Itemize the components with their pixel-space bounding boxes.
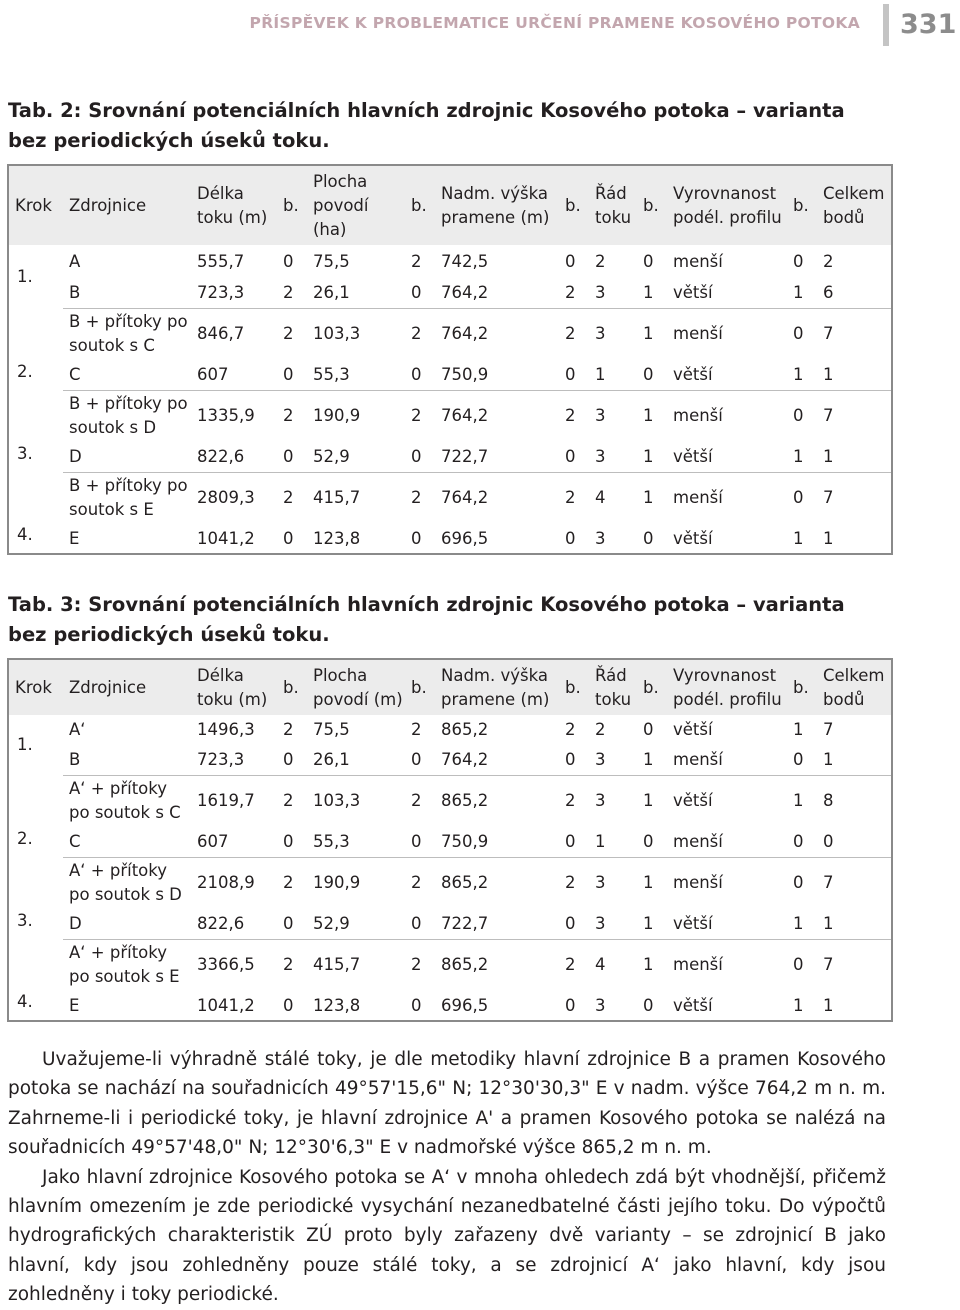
table2-cell: 7 bbox=[817, 308, 892, 360]
table2-cell: 2 bbox=[565, 282, 576, 302]
table3-cell: 0 bbox=[411, 749, 422, 769]
table3-cell: 1 bbox=[595, 831, 606, 851]
table3-cell: A‘ + přítoky po soutok s D bbox=[63, 857, 191, 909]
table3-cell: 2 bbox=[405, 857, 435, 909]
table2-cell: 0 bbox=[565, 528, 576, 548]
body-paragraph: Uvažujeme-li výhradně stálé toky, je dle metodiky hlavní zdrojnice B a pramen Kosového potoka se nachází na souřadnicích 49°57'15,6" N; 12°30'30,3" E v nadm. výšce 764,2 m n. m. Zahrneme-li i periodické toky, je hlavní zdrojnice A' a pramen Kosového potoka se nalézá na souřadnicích 49°57'48,0" N; 12°30'6,3" E v nadmořské výšce 865,2 m n. m. bbox=[8, 1049, 886, 1159]
table3-cell: 865,2 bbox=[435, 775, 559, 827]
table3-header-rad: Řád toku bbox=[589, 659, 637, 715]
table3-cell: 8 bbox=[817, 775, 892, 827]
table3-cell: 1041,2 bbox=[197, 995, 255, 1015]
table2-cell: 2 bbox=[277, 472, 307, 524]
table2-cell: menší bbox=[667, 472, 787, 524]
table2-header-b: b. bbox=[277, 165, 307, 245]
table2-cell: 0 bbox=[787, 308, 817, 360]
table3-cell: 1 bbox=[637, 857, 667, 909]
table2-cell: 3 bbox=[595, 282, 606, 302]
table3-cell: 2 bbox=[405, 775, 435, 827]
running-head-title: PŘÍSPĚVEK K PROBLEMATICE URČENÍ PRAMENE KOSOVÉHO POTOKA bbox=[249, 14, 860, 32]
table2-cell: 2 bbox=[559, 308, 589, 360]
table2-step: 1. bbox=[17, 266, 33, 286]
table3-cell: 750,9 bbox=[441, 831, 489, 851]
table3-cell: 1 bbox=[637, 775, 667, 827]
table2-cell: větší bbox=[673, 446, 713, 466]
table3-cell: 2 bbox=[559, 857, 589, 909]
table2-cell: 2 bbox=[277, 390, 307, 442]
table3-header-b: b. bbox=[787, 659, 817, 715]
table3-cell: 865,2 bbox=[435, 939, 559, 991]
table3-cell: větší bbox=[667, 775, 787, 827]
table2-cell: 764,2 bbox=[435, 472, 559, 524]
table2-cell: 2 bbox=[283, 282, 294, 302]
table3-caption: Tab. 3: Srovnání potenciálních hlavních zdrojnic Kosového potoka – varianta bez periodických úseků toku. bbox=[8, 593, 845, 646]
table2-cell: větší bbox=[673, 364, 713, 384]
table2-cell: 7 bbox=[817, 472, 892, 524]
table3-cell: 190,9 bbox=[307, 857, 405, 909]
table3-cell: menší bbox=[667, 939, 787, 991]
body-paragraph: Jako hlavní zdrojnice Kosového potoka se A‘ v mnoha ohledech zdá být vhodnější, přičemž hlavním omezením je zde periodické vysychání nezanedbatelné části jejího toku. Do výpočtů hydrografických charakteristik ZÚ proto byly zařazeny dvě varianty – se zdrojnicí B jako hlavní, kdy jsou zohledněny pouze stálé toky, a se zdrojnicí A‘ jako hlavní, kdy jsou zohledněny i toky periodické. bbox=[8, 1166, 886, 1306]
table3-header-b: b. bbox=[277, 659, 307, 715]
table2-cell: 3 bbox=[589, 308, 637, 360]
table3-cell: 1 bbox=[787, 775, 817, 827]
table3-cell: 1 bbox=[823, 995, 834, 1015]
table2-cell: 190,9 bbox=[307, 390, 405, 442]
table3-cell: větší bbox=[673, 720, 713, 739]
table2-cell: 75,5 bbox=[313, 251, 350, 271]
table3-cell: B bbox=[69, 749, 81, 769]
table2-cell: B + přítoky po soutok s E bbox=[63, 472, 191, 524]
table2-cell: 742,5 bbox=[441, 251, 489, 271]
table3-step: 4. bbox=[17, 992, 33, 1011]
table2-header-plocha: Plocha povodí (ha) bbox=[307, 165, 405, 245]
table3-header-b: b. bbox=[637, 659, 667, 715]
table2-header-b: b. bbox=[787, 165, 817, 245]
table3-cell: 2108,9 bbox=[191, 857, 277, 909]
table2-cell: 722,7 bbox=[441, 446, 489, 466]
table3-cell: 2 bbox=[411, 720, 422, 739]
table3-cell: 1 bbox=[823, 749, 834, 769]
table3-cell: 3 bbox=[595, 913, 606, 933]
table2-step: 4. bbox=[17, 525, 33, 544]
table3-cell: 865,2 bbox=[435, 857, 559, 909]
table2-cell: 415,7 bbox=[307, 472, 405, 524]
table3-cell: 1 bbox=[643, 913, 654, 933]
table3-cell: 103,3 bbox=[307, 775, 405, 827]
table2-cell: 2 bbox=[595, 251, 606, 271]
table2-cell: E bbox=[69, 528, 80, 548]
table3-cell: 0 bbox=[283, 749, 294, 769]
table3-cell: 0 bbox=[411, 913, 422, 933]
table2-cell: 2 bbox=[405, 308, 435, 360]
table2-cell: 0 bbox=[643, 364, 654, 384]
table2-cell: 0 bbox=[283, 528, 294, 548]
table3-cell: 75,5 bbox=[313, 720, 350, 739]
table2-cell: menší bbox=[673, 251, 723, 271]
table2-cell: 1 bbox=[595, 364, 606, 384]
table2-cell: C bbox=[69, 364, 81, 384]
table3-cell: 0 bbox=[565, 995, 576, 1015]
table2-cell: 1041,2 bbox=[197, 528, 255, 548]
table2-cell: 1 bbox=[823, 446, 834, 466]
table3-cell: 2 bbox=[277, 857, 307, 909]
table3-cell: 1 bbox=[793, 995, 804, 1015]
table2-caption: Tab. 2: Srovnání potenciálních hlavních zdrojnic Kosového potoka – varianta bez periodických úseků toku. bbox=[8, 99, 845, 152]
table3-cell: 1 bbox=[637, 939, 667, 991]
table2 bbox=[7, 164, 893, 555]
table3-header-zdrojnice: Zdrojnice bbox=[63, 659, 191, 715]
table2-cell: B + přítoky po soutok s D bbox=[63, 390, 191, 442]
table2-cell: 2 bbox=[559, 390, 589, 442]
table2-cell: 2 bbox=[277, 308, 307, 360]
table2-cell: 0 bbox=[411, 528, 422, 548]
table3-cell: E bbox=[69, 995, 80, 1015]
table2-cell: 1 bbox=[643, 282, 654, 302]
body-text bbox=[8, 1045, 886, 1310]
table2-cell: 0 bbox=[565, 364, 576, 384]
table2-cell: větší bbox=[673, 528, 713, 548]
table3-header-delka: Délka toku (m) bbox=[191, 659, 277, 715]
table3-cell: 722,7 bbox=[441, 913, 489, 933]
table2-cell: 103,3 bbox=[307, 308, 405, 360]
table2-cell: 0 bbox=[283, 251, 294, 271]
table3-cell: 1 bbox=[823, 913, 834, 933]
table3-cell: 7 bbox=[817, 857, 892, 909]
table3-cell: menší bbox=[673, 831, 723, 851]
table2-cell: 846,7 bbox=[191, 308, 277, 360]
table3-cell: 0 bbox=[411, 831, 422, 851]
table3-cell: 1619,7 bbox=[191, 775, 277, 827]
table2-cell: 7 bbox=[817, 390, 892, 442]
table3-cell: 52,9 bbox=[313, 913, 350, 933]
table3-cell: větší bbox=[673, 995, 713, 1015]
table3-cell: 2 bbox=[595, 720, 606, 739]
table3-header-krok: Krok bbox=[8, 659, 63, 715]
table2-cell: menší bbox=[667, 308, 787, 360]
table3-cell: 2 bbox=[559, 939, 589, 991]
table2-cell: 6 bbox=[823, 282, 834, 302]
table2-header-vyska: Nadm. výška pramene (m) bbox=[435, 165, 559, 245]
table2-cell: B bbox=[69, 282, 81, 302]
table2-cell: 1 bbox=[637, 308, 667, 360]
table3-cell: 607 bbox=[197, 831, 229, 851]
table3-cell: C bbox=[69, 831, 81, 851]
table3-cell: 26,1 bbox=[313, 749, 350, 769]
table3-cell: 0 bbox=[787, 939, 817, 991]
table3-header-celkem: Celkem bodů bbox=[817, 659, 892, 715]
table2-cell: 2 bbox=[405, 472, 435, 524]
table3-cell: 3366,5 bbox=[191, 939, 277, 991]
table2-header-rad: Řád toku bbox=[589, 165, 637, 245]
table2-cell: 1 bbox=[793, 446, 804, 466]
table2-cell: 723,3 bbox=[197, 282, 245, 302]
table3-header-plocha: Plocha povodí (m) bbox=[307, 659, 405, 715]
table2-cell: 1 bbox=[793, 282, 804, 302]
table2-cell: 0 bbox=[565, 251, 576, 271]
table3-cell: 3 bbox=[595, 995, 606, 1015]
table3-cell: menší bbox=[673, 749, 723, 769]
table3-cell: D bbox=[69, 913, 82, 933]
table3-cell: 0 bbox=[565, 749, 576, 769]
table3-cell: 415,7 bbox=[307, 939, 405, 991]
table2-cell: větší bbox=[673, 282, 713, 302]
table3-cell: 7 bbox=[817, 939, 892, 991]
table2-header-vyrovnanost: Vyrovnanost podél. profilu bbox=[667, 165, 787, 245]
table3-cell: 696,5 bbox=[441, 995, 489, 1015]
table3-cell: 2 bbox=[405, 939, 435, 991]
table2-cell: 1 bbox=[637, 390, 667, 442]
table3-cell: 0 bbox=[283, 831, 294, 851]
table2-step: 2. bbox=[17, 362, 33, 381]
table3-cell: 4 bbox=[589, 939, 637, 991]
table2-cell: 696,5 bbox=[441, 528, 489, 548]
table2-cell: menší bbox=[667, 390, 787, 442]
table3-step: 2. bbox=[17, 829, 33, 848]
table2-header-b: b. bbox=[559, 165, 589, 245]
table3-cell: 0 bbox=[793, 831, 804, 851]
table3-cell: 0 bbox=[283, 913, 294, 933]
table2-cell: 0 bbox=[411, 364, 422, 384]
table2-cell: 2 bbox=[411, 251, 422, 271]
page-number: 331 bbox=[900, 9, 957, 40]
table2-cell: 3 bbox=[589, 390, 637, 442]
table3-cell: 1 bbox=[793, 720, 804, 739]
table2-header-krok: Krok bbox=[8, 165, 63, 245]
table3-cell: 0 bbox=[643, 995, 654, 1015]
table3-cell: 0 bbox=[411, 995, 422, 1015]
table3 bbox=[7, 658, 893, 1022]
table3-cell: 0 bbox=[283, 995, 294, 1015]
table3-cell: 822,6 bbox=[197, 913, 245, 933]
table3-header-b: b. bbox=[405, 659, 435, 715]
table3-cell: 2 bbox=[277, 939, 307, 991]
table2-header-delka: Délka toku (m) bbox=[191, 165, 277, 245]
table2-cell: 1335,9 bbox=[191, 390, 277, 442]
table3-cell: 2 bbox=[565, 720, 576, 739]
table2-cell: A bbox=[69, 251, 81, 271]
table3-cell: 3 bbox=[589, 775, 637, 827]
table3-cell: 1 bbox=[793, 913, 804, 933]
table2-cell: 822,6 bbox=[197, 446, 245, 466]
table3-cell: 1496,3 bbox=[197, 720, 255, 739]
table3-cell: 3 bbox=[595, 749, 606, 769]
table3-cell: A‘ + přítoky po soutok s E bbox=[63, 939, 191, 991]
table3-cell: 0 bbox=[793, 749, 804, 769]
table3-step: 1. bbox=[17, 735, 33, 754]
table2-cell: 2 bbox=[405, 390, 435, 442]
table3-header-b: b. bbox=[559, 659, 589, 715]
table3-cell: 0 bbox=[643, 720, 654, 739]
table3-step: 3. bbox=[17, 911, 33, 930]
table2-cell: 764,2 bbox=[435, 390, 559, 442]
table2-cell: 0 bbox=[787, 472, 817, 524]
table3-cell: A‘ bbox=[69, 720, 86, 739]
table2-cell: 1 bbox=[823, 364, 834, 384]
table2-cell: 3 bbox=[595, 446, 606, 466]
table2-cell: 52,9 bbox=[313, 446, 350, 466]
table2-cell: 0 bbox=[565, 446, 576, 466]
table2-cell: D bbox=[69, 446, 82, 466]
table3-cell: 2 bbox=[283, 720, 294, 739]
table2-cell: 764,2 bbox=[435, 308, 559, 360]
table3-cell: 2 bbox=[559, 775, 589, 827]
table2-header-b: b. bbox=[637, 165, 667, 245]
table2-cell: 0 bbox=[643, 251, 654, 271]
table2-cell: 2 bbox=[559, 472, 589, 524]
table2-cell: 764,2 bbox=[441, 282, 489, 302]
table3-cell: 865,2 bbox=[441, 720, 489, 739]
table2-cell: 55,3 bbox=[313, 364, 350, 384]
table2-cell: 0 bbox=[411, 282, 422, 302]
table2-cell: B + přítoky po soutok s C bbox=[63, 308, 191, 360]
table3-cell: větší bbox=[673, 913, 713, 933]
table3-cell: 0 bbox=[565, 831, 576, 851]
table2-cell: 0 bbox=[283, 446, 294, 466]
table2-cell: 4 bbox=[589, 472, 637, 524]
table2-header-b: b. bbox=[405, 165, 435, 245]
table3-cell: 55,3 bbox=[313, 831, 350, 851]
table3-cell: 7 bbox=[823, 720, 834, 739]
table2-step: 3. bbox=[17, 444, 33, 463]
table2-cell: 1 bbox=[643, 446, 654, 466]
table2-header-celkem: Celkem bodů bbox=[817, 165, 892, 245]
table3-cell: 3 bbox=[589, 857, 637, 909]
table2-cell: 0 bbox=[793, 251, 804, 271]
table3-cell: 723,3 bbox=[197, 749, 245, 769]
table2-cell: 1 bbox=[637, 472, 667, 524]
table2-cell: 1 bbox=[823, 528, 834, 548]
table2-cell: 0 bbox=[787, 390, 817, 442]
table3-header-vyrovnanost: Vyrovnanost podél. profilu bbox=[667, 659, 787, 715]
table3-cell: 1 bbox=[643, 749, 654, 769]
table3-header-vyska: Nadm. výška pramene (m) bbox=[435, 659, 559, 715]
table3-cell: A‘ + přítoky po soutok s C bbox=[63, 775, 191, 827]
table3-cell: 764,2 bbox=[441, 749, 489, 769]
header-divider-bar bbox=[883, 4, 889, 46]
table2-cell: 750,9 bbox=[441, 364, 489, 384]
table2-cell: 2809,3 bbox=[191, 472, 277, 524]
table2-cell: 26,1 bbox=[313, 282, 350, 302]
table2-cell: 2 bbox=[823, 251, 834, 271]
table2-cell: 0 bbox=[283, 364, 294, 384]
table3-cell: 123,8 bbox=[313, 995, 361, 1015]
table2-cell: 0 bbox=[643, 528, 654, 548]
table2-cell: 607 bbox=[197, 364, 229, 384]
table3-cell: 0 bbox=[823, 831, 834, 851]
table2-header-zdrojnice: Zdrojnice bbox=[63, 165, 191, 245]
table3-cell: 0 bbox=[643, 831, 654, 851]
table3-cell: 0 bbox=[565, 913, 576, 933]
table2-cell: 0 bbox=[411, 446, 422, 466]
table3-cell: 2 bbox=[277, 775, 307, 827]
table2-cell: 1 bbox=[793, 528, 804, 548]
table2-cell: 123,8 bbox=[313, 528, 361, 548]
table2-cell: 1 bbox=[793, 364, 804, 384]
table3-cell: 0 bbox=[787, 857, 817, 909]
table2-cell: 555,7 bbox=[197, 251, 245, 271]
table3-cell: menší bbox=[667, 857, 787, 909]
table2-cell: 3 bbox=[595, 528, 606, 548]
